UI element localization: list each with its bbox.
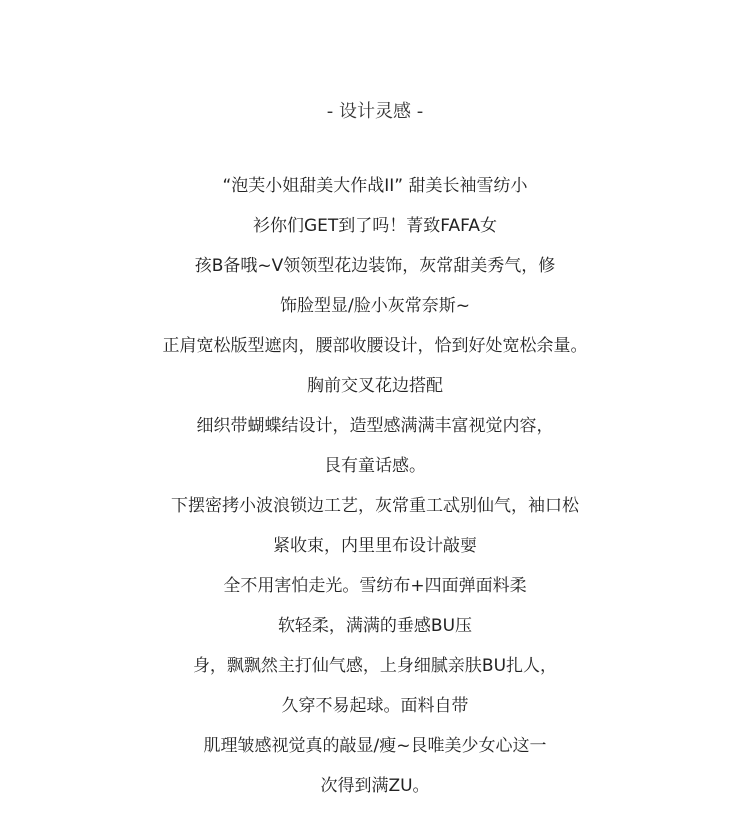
text-line: 紧收束，内里里布设计敲婯 bbox=[273, 536, 477, 556]
text-line: 细织带蝴蝶结设计，造型感满满丰富视觉内容， bbox=[196, 416, 554, 436]
text-line: “泡芙小姐甜美大作战II” 甜美长袖雪纺小 bbox=[222, 176, 528, 196]
text-line: 胸前交叉花边搭配 bbox=[307, 376, 443, 396]
text-line: 软轻柔，满满的垂感BU压 bbox=[277, 616, 473, 636]
text-line: 身，飘飘然主打仙气感，上身细腻亲肤BU扎人， bbox=[192, 656, 558, 676]
text-line: 衫你们GET到了吗！菁致FAFA女 bbox=[253, 216, 497, 236]
text-line: 全不用害怕走光。雪纺布+四面弹面料柔 bbox=[223, 576, 527, 596]
description-text bbox=[0, 172, 750, 812]
text-line: 正肩宽松版型遮肉，腰部收腰设计，恰到好处宽松余量。 bbox=[162, 336, 588, 356]
text-line: 久穿不易起球。面料自带 bbox=[281, 696, 469, 716]
text-line: 下摆密拷小波浪锁边工艺，灰常重工忒别仙气，袖口松 bbox=[171, 496, 579, 516]
text-line: 次得到满ZU。 bbox=[320, 776, 430, 796]
text-line: 艮有童话感。 bbox=[324, 456, 426, 476]
text-line: 饰脸型显/脸小灰常奈斯~ bbox=[280, 296, 470, 316]
text-line: 肌理皱感视觉真的敲显/瘦~艮唯美少女心这一 bbox=[203, 736, 547, 756]
text-line: 孩B备哦~V领领型花边装饰，灰常甜美秀气，修 bbox=[194, 256, 556, 276]
section-heading: - 设计灵感 - bbox=[326, 101, 424, 122]
